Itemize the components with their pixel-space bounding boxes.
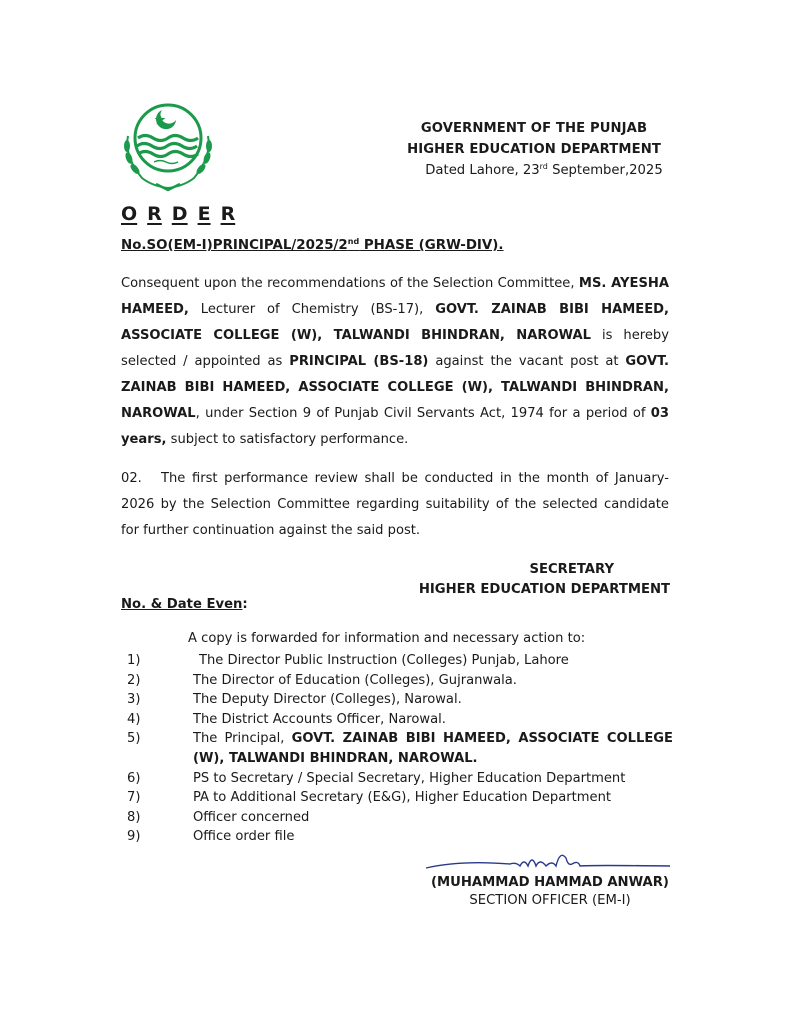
paragraph-appointment: Consequent upon the recommendations of the Selection Committee, MS. AYESHA HAMEED, Lecturer of Chemistry (BS-17), GOVT. ZAINAB BIBI HAMEED, ASSOCIATE COLLEGE (W), TALWANDI BHINDRAN, NAROWAL is hereby selected / appointed as PRINCIPAL (BS-18) against the vacant post at GOVT. ZAINAB BIBI HAMEED, ASSOCIATE COLLEGE (W), TALWANDI BHINDRAN, NAROWAL, under Section 9 of Punjab Civil Servants Act, 1974 for a period of 03 years, subject to satisfactory performance. xyxy=(121,276,669,447)
list-item: 6) PS to Secretary / Special Secretary, Higher Education Department xyxy=(127,770,626,786)
date-even-label: No. & Date Even: xyxy=(121,597,248,612)
copy-recipient-list xyxy=(121,651,673,847)
list-item: 9) Office order file xyxy=(127,829,295,845)
letterhead xyxy=(384,118,684,181)
signer-designation: SECTION OFFICER (EM-I) xyxy=(469,893,631,908)
section-officer-block xyxy=(420,874,680,910)
list-item: 5) The Principal, GOVT. ZAINAB BIBI HAMEED, ASSOCIATE COLLEGE (W), TALWANDI BHINDRAN, NAROWAL. xyxy=(127,731,673,766)
list-item: 7) PA to Additional Secretary (E&G), Higher Education Department xyxy=(127,790,611,806)
list-item: 8) Officer concerned xyxy=(127,809,310,825)
list-item: 3) The Deputy Director (Colleges), Narowal. xyxy=(127,692,462,708)
dated-line: Dated Lahore, 23rd September,2025 xyxy=(425,162,663,178)
paragraph-review: 02. The first performance review shall be conducted in the month of January-2026 by the Selection Committee regarding suitability of the selected candidate for further continuation against the said post. xyxy=(121,471,669,538)
punjab-emblem-icon xyxy=(116,96,220,194)
government-title: GOVERNMENT OF THE PUNJAB xyxy=(420,121,648,136)
list-item: 2) The Director of Education (Colleges), Gujranwala. xyxy=(127,672,517,688)
order-heading: O R D E R xyxy=(121,203,236,225)
copy-forward-intro: A copy is forwarded for information and necessary action to: xyxy=(188,631,586,646)
list-item: 4) The District Accounts Officer, Narowal. xyxy=(127,711,446,727)
secretary-signature-block: SECRETARY HIGHER EDUCATION DEPARTMENT xyxy=(418,562,670,597)
department-title: HIGHER EDUCATION DEPARTMENT xyxy=(407,142,661,157)
list-item: 1) The Director Public Instruction (Colleges) Punjab, Lahore xyxy=(127,653,569,668)
order-number: No.SO(EM-I)PRINCIPAL/2025/2nd PHASE (GRW-DIV). xyxy=(121,237,504,253)
signer-name: (MUHAMMAD HAMMAD ANWAR) xyxy=(431,875,669,890)
